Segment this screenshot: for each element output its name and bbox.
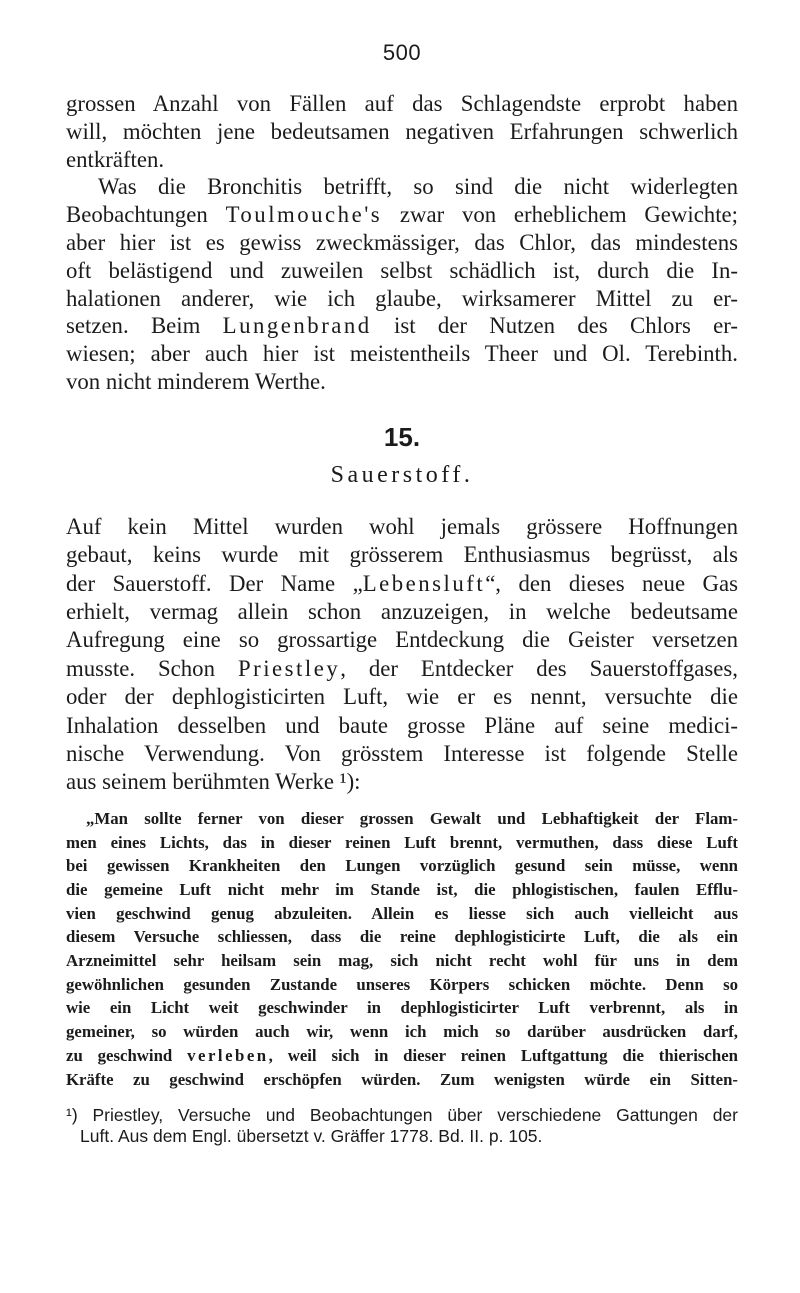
text-line: erhielt, vermag allein schon anzuzeigen, in welche bedeutsame [66,598,738,624]
quote-line: Arzneimittel sehr heilsam sein mag, sich nicht recht wohl für uns in dem [66,951,738,971]
text-line: nische Verwendung. Von grösstem Interesse ist folgende Stelle [66,741,738,767]
text-line: setzen. Beim Lungenbrand ist der Nutzen des Chlors er- [66,313,738,339]
sauerstoff-paragraph [66,513,738,797]
section-number: 15. [383,421,421,452]
footnote [66,1105,738,1147]
author-name: Priestley [237,655,341,681]
quote-line: vien geschwind genug abzuleiten. Allein es liesse sich auch vielleicht aus [66,903,738,923]
text-line: entkräften. [66,146,165,172]
block-quote [66,807,738,1091]
text-line: Was die Bronchitis betrifft, so sind die nicht widerlegten [98,174,738,200]
text-line: gebaut, keins wurde mit grösserem Enthusiasmus begrüsst, als [66,542,738,568]
text-line: oft belästigend und zuweilen selbst schädlich ist, durch die In- [66,257,738,283]
text-line: Aufregung eine so grossartige Entdeckung die Geister versetzen [66,627,738,653]
text-line: aus seinem berühmten Werke ¹): [66,769,361,795]
quote-line: Kräfte zu geschwind erschöpfen würden. Zum wenigsten würde ein Sitten- [66,1069,738,1089]
text-line: von nicht minderem Werthe. [66,368,326,394]
quote-line: „Man sollte ferner von dieser grossen Gewalt und Lebhaftigkeit der Flam- [86,808,738,828]
text-line: oder der dephlogisticirten Luft, wie er es nennt, versuchte die [66,684,738,710]
text-line: musste. Schon Priestley, der Entdecker des Sauerstoffgases, [66,655,738,681]
quote-line: gewöhnlichen gesunden Zustande unseres Körpers schicken möchte. Denn so [66,974,738,994]
quote-line: diesem Versuche schliessen, dass die reine dephlogisticirte Luft, die als ein [66,927,738,947]
text-line: grossen Anzahl von Fällen auf das Schlagendste erprobt haben [66,91,738,116]
text-line: halationen anderer, wie ich glaube, wirksamerer Mittel zu er- [66,285,738,311]
author-name: Toulmouche's [225,202,383,228]
emphasized-term: Lungenbrand [222,313,372,339]
text-line: will, möchten jene bedeutsamen negativen Erfahrungen schwerlich [66,118,738,144]
emphasized-term: Lebensluft [362,570,486,596]
page-number: 500 [382,40,422,65]
quote-line: bei gewissen Krankheiten den Lungen vorzüglich gesund sein müsse, wenn [66,856,738,876]
text-line: aber hier ist es gewiss zweckmässiger, das Chlor, das mindestens [66,229,738,255]
quote-line: men eines Lichts, das in dieser reinen Luft brennt, vermuthen, dass diese Luft [66,832,738,852]
emphasized-term: verleben [187,1045,269,1065]
text-line: Beobachtungen Toulmouche's zwar von erheblichem Gewichte; [66,202,738,228]
text-line: wiesen; aber auch hier ist meistentheils Theer und Ol. Terebinth. [66,341,738,367]
quote-line: gemeiner, so würden auch wir, wenn ich mich so darüber ausdrücken darf, [66,1022,738,1042]
bronchitis-paragraph [66,173,738,395]
footnote-line: ¹) Priestley, Versuche und Beobachtungen über verschiedene Gattungen der [66,1105,738,1126]
quote-line: wie ein Licht weit geschwinder in dephlogisticirter Luft verbrennt, als in [66,998,738,1018]
book-page [66,40,738,1147]
text-line: Inhalation desselben und baute grosse Pläne auf seine medici- [66,712,738,738]
section-title: Sauerstoff. [330,461,474,488]
quote-line: zu geschwind verleben, weil sich in dieser reinen Luftgattung die thierischen [66,1045,738,1065]
intro-paragraph [66,90,738,173]
text-line: Auf kein Mittel wurden wohl jemals grössere Hoffnungen [66,513,738,539]
text-line: der Sauerstoff. Der Name „Lebensluft“, den dieses neue Gas [66,570,738,596]
footnote-line: Luft. Aus dem Engl. übersetzt v. Gräffer 1778. Bd. II. p. 105. [80,1126,543,1147]
quote-line: die gemeine Luft nicht mehr im Stande ist, die phlogistischen, faulen Efflu- [66,879,738,899]
